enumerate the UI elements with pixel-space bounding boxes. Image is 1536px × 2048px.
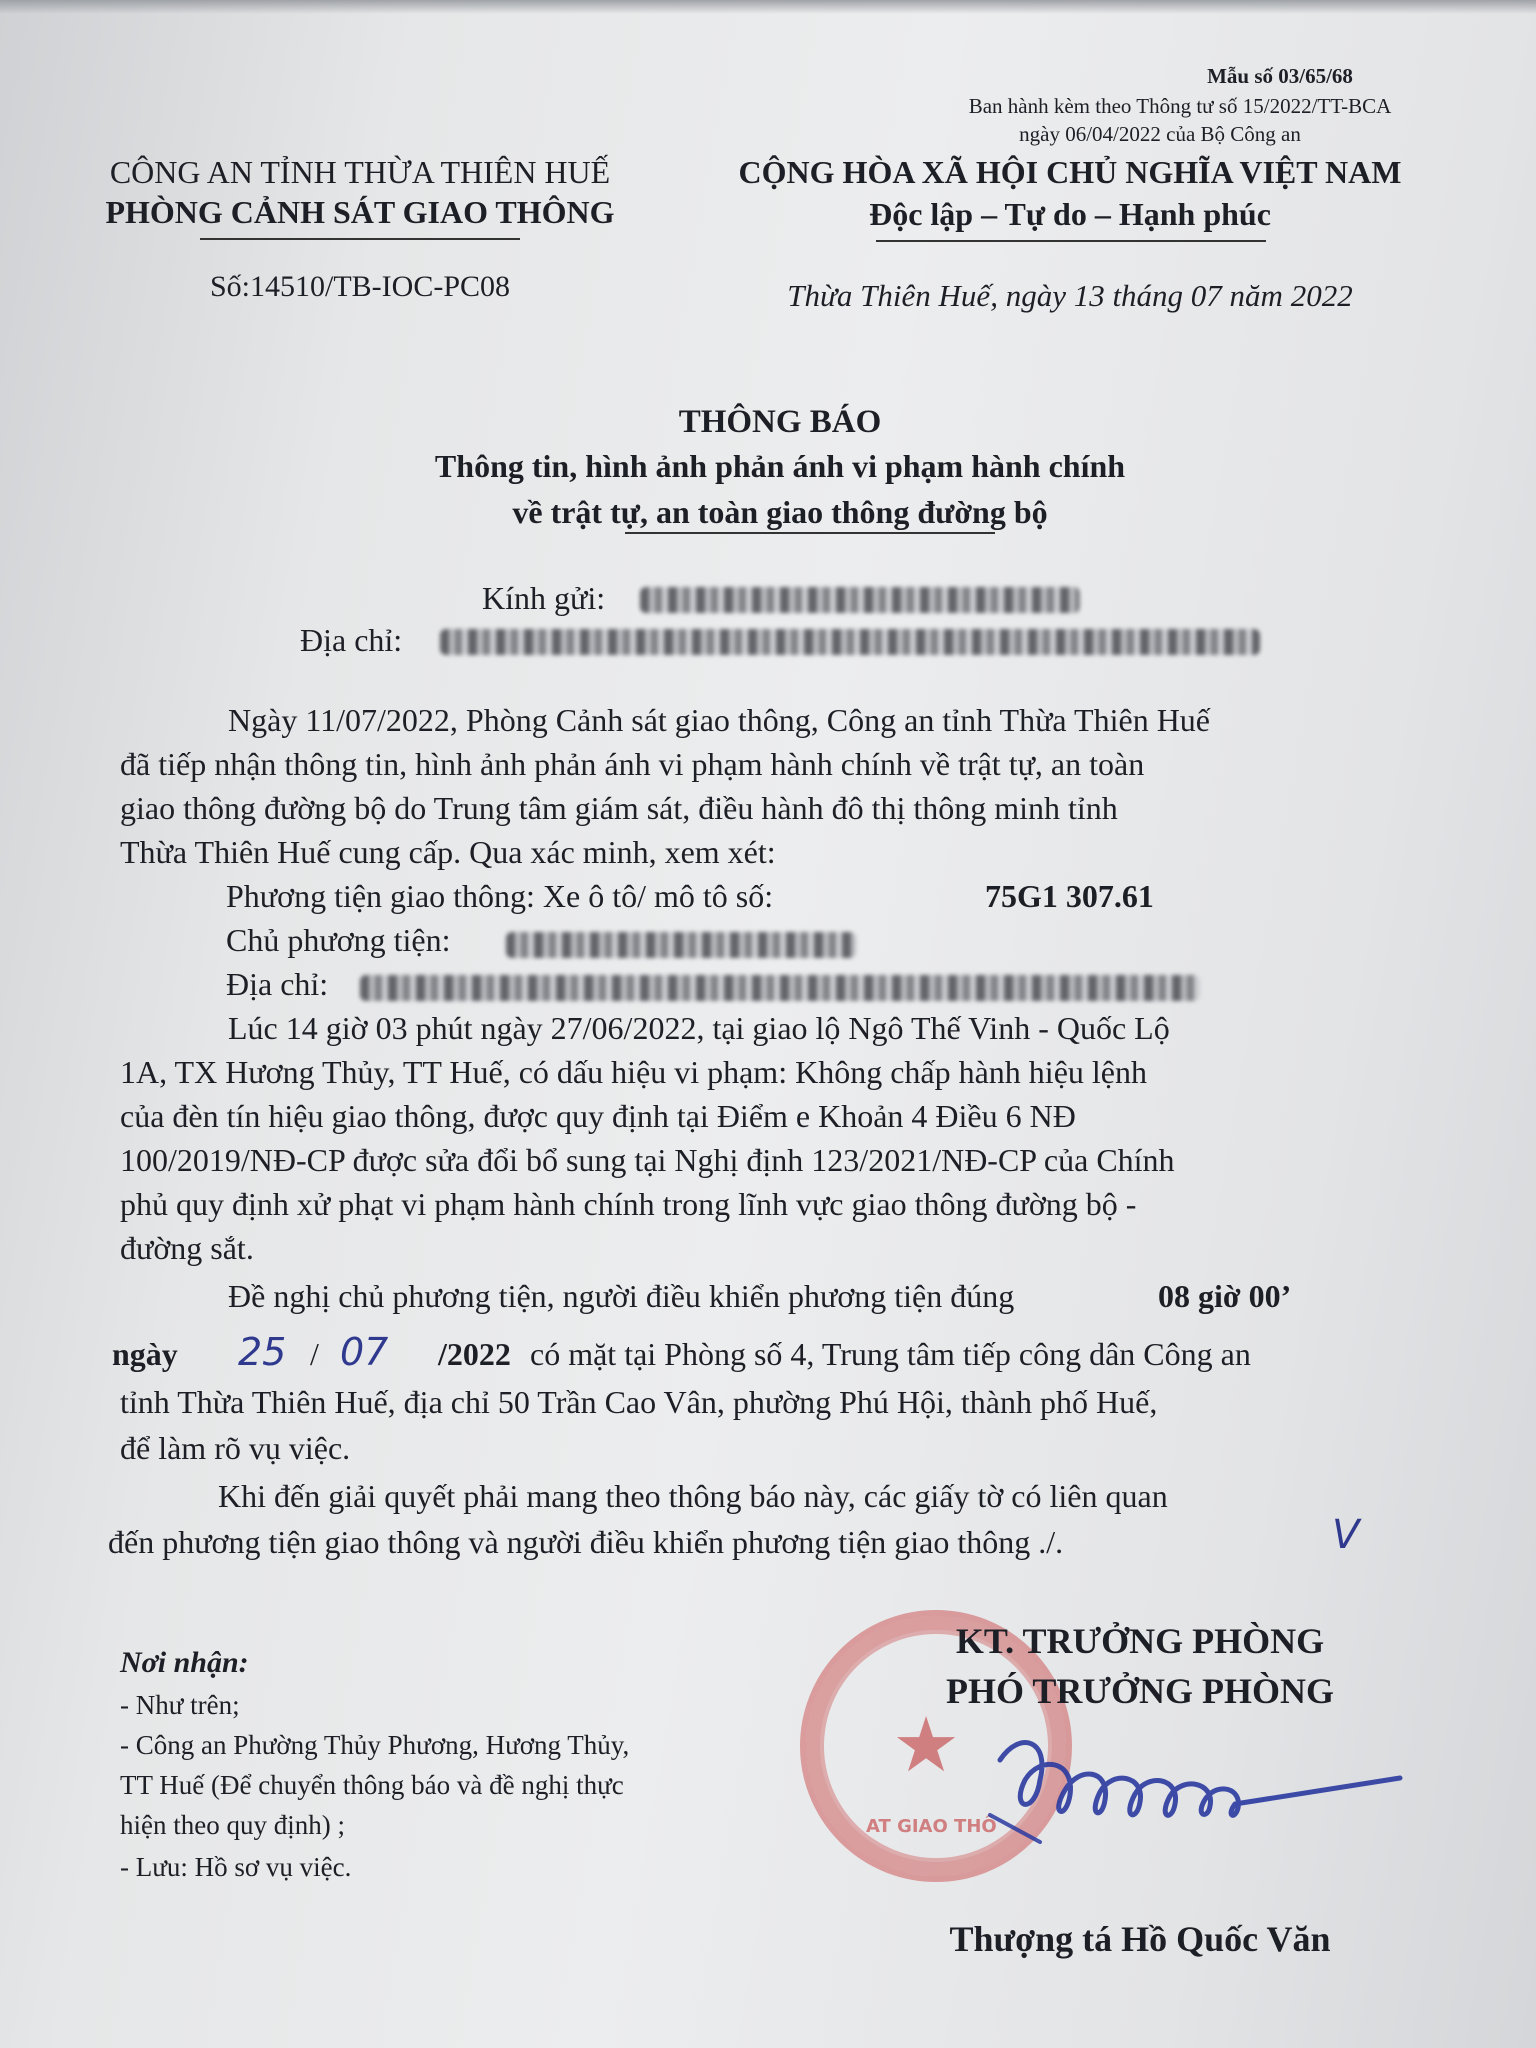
- redacted-owner-name: [506, 932, 856, 958]
- form-number: Mẫu số 03/65/68: [1207, 64, 1353, 88]
- signer-name: Thượng tá Hồ Quốc Văn: [949, 1919, 1331, 1959]
- body-p3-line-3: tỉnh Thừa Thiên Huế, địa chỉ 50 Trần Cao Vân, phường Phú Hội, thành phố Huế,: [120, 1384, 1158, 1420]
- handwritten-day: 25: [238, 1330, 287, 1374]
- recipient-address-label: Địa chỉ:: [300, 622, 403, 658]
- motto-underline: [876, 240, 1266, 242]
- recipient-label: Kính gửi:: [482, 580, 606, 616]
- appointment-day-label: ngày: [112, 1336, 178, 1372]
- place-and-date: Thừa Thiên Huế, ngày 13 tháng 07 năm 2022: [787, 278, 1353, 313]
- vehicle-plate: 75G1 307.61: [985, 878, 1154, 914]
- title-underline: [625, 532, 995, 534]
- agency-underline: [200, 238, 520, 240]
- body-p3-line-2-rest: có mặt tại Phòng số 4, Trung tâm tiếp công dân Công an: [530, 1336, 1251, 1372]
- stamp-text: AT GIAO THÔ: [866, 1816, 997, 1837]
- form-issued-date: ngày 06/04/2022 của Bộ Công an: [1019, 122, 1301, 146]
- body-p4-line-2: đến phương tiện giao thông và người điều khiển phương tiện giao thông ./.: [108, 1524, 1064, 1560]
- body-p1-line-2: đã tiếp nhận thông tin, hình ảnh phản ánh vi phạm hành chính về trật tự, an toàn: [120, 746, 1145, 782]
- document-number: Số:14510/TB-IOC-PC08: [209, 270, 511, 303]
- body-p2-line-5: phủ quy định xử phạt vi phạm hành chính trong lĩnh vực giao thông đường bộ -: [120, 1186, 1137, 1222]
- national-title: CỘNG HÒA XÃ HỘI CHỦ NGHĨA VIỆT NAM: [738, 154, 1402, 190]
- signature-title-line-2: PHÓ TRƯỞNG PHÒNG: [945, 1671, 1334, 1711]
- redacted-owner-address: [360, 975, 1200, 1001]
- recipient-item: - Công an Phường Thủy Phương, Hương Thủy,: [120, 1730, 630, 1760]
- owner-label: Chủ phương tiện:: [226, 922, 451, 958]
- department-name: PHÒNG CẢNH SÁT GIAO THÔNG: [105, 194, 615, 230]
- body-p2-line-4: 100/2019/NĐ-CP được sửa đổi bổ sung tại Nghị định 123/2021/NĐ-CP của Chính: [120, 1142, 1175, 1178]
- recipient-item: hiện theo quy định) ;: [120, 1810, 345, 1840]
- appointment-time: 08 giờ 00’: [1158, 1278, 1292, 1314]
- agency-name: CÔNG AN TỈNH THỪA THIÊN HUẾ: [109, 154, 611, 190]
- body-p3-line-1: Đề nghị chủ phương tiện, người điều khiển phương tiện đúng: [228, 1278, 1015, 1314]
- form-issued-with: Ban hành kèm theo Thông tư số 15/2022/TT-BCA: [968, 94, 1392, 118]
- handwritten-signature: [980, 1720, 1420, 1850]
- recipients-title: Nơi nhận:: [120, 1646, 249, 1679]
- body-p2-line-1: Lúc 14 giờ 03 phút ngày 27/06/2022, tại giao lộ Ngô Thế Vinh - Quốc Lộ: [228, 1010, 1170, 1046]
- recipient-item: - Lưu: Hồ sơ vụ việc.: [120, 1852, 352, 1882]
- body-p4-line-1: Khi đến giải quyết phải mang theo thông báo này, các giấy tờ có liên quan: [218, 1478, 1168, 1514]
- date-separator: /: [310, 1336, 319, 1372]
- owner-address-label: Địa chỉ:: [226, 966, 329, 1002]
- body-p1-line-1: Ngày 11/07/2022, Phòng Cảnh sát giao thông, Công an tỉnh Thừa Thiên Huế: [228, 702, 1210, 738]
- recipient-item: TT Huế (Để chuyển thông báo và đề nghị thực: [120, 1770, 624, 1800]
- body-p2-line-3: của đèn tín hiệu giao thông, được quy định tại Điểm e Khoản 4 Điều 6 NĐ: [120, 1098, 1076, 1134]
- recipient-item: - Như trên;: [120, 1690, 240, 1720]
- body-p1-line-3: giao thông đường bộ do Trung tâm giám sát, điều hành đô thị thông minh tỉnh: [120, 790, 1118, 826]
- redacted-recipient-name: [640, 587, 1080, 613]
- national-motto: Độc lập – Tự do – Hạnh phúc: [869, 196, 1271, 232]
- handwritten-mark: V: [1332, 1512, 1360, 1558]
- star-icon: ★: [892, 1700, 961, 1789]
- appointment-year: /2022: [438, 1336, 511, 1372]
- redacted-recipient-address: [440, 629, 1260, 655]
- signature-title-line-1: KT. TRƯỞNG PHÒNG: [955, 1621, 1325, 1661]
- handwritten-month: 07: [340, 1330, 389, 1374]
- body-p1-line-4: Thừa Thiên Huế cung cấp. Qua xác minh, xem xét:: [120, 834, 776, 870]
- vehicle-label: Phương tiện giao thông: Xe ô tô/ mô tô số:: [226, 878, 774, 914]
- document-subtitle-line-2: về trật tự, an toàn giao thông đường bộ: [512, 494, 1048, 530]
- body-p2-line-2: 1A, TX Hương Thủy, TT Huế, có dấu hiệu vi phạm: Không chấp hành hiệu lệnh: [120, 1054, 1147, 1090]
- document-title: THÔNG BÁO: [678, 404, 882, 440]
- body-p2-line-6: đường sắt.: [120, 1230, 254, 1266]
- document-subtitle-line-1: Thông tin, hình ảnh phản ánh vi phạm hành chính: [434, 448, 1126, 484]
- paper-edge-shadow: [0, 0, 1536, 14]
- body-p3-line-4: để làm rõ vụ việc.: [120, 1430, 351, 1466]
